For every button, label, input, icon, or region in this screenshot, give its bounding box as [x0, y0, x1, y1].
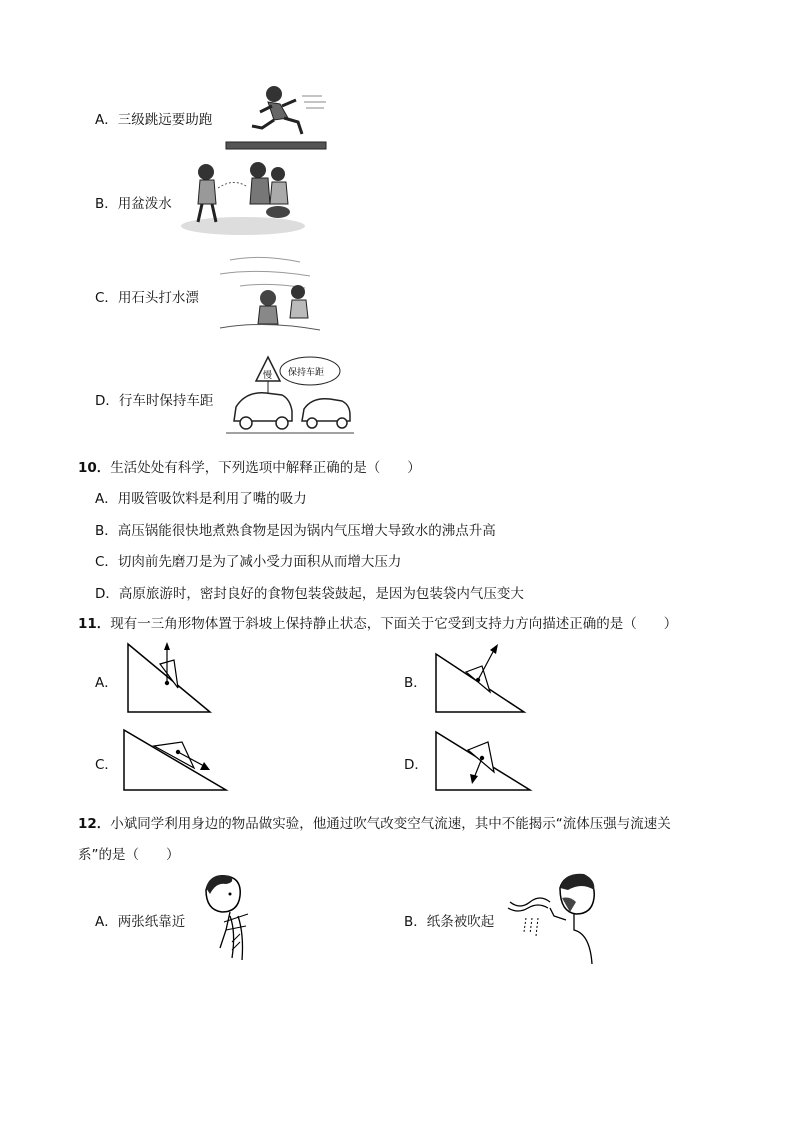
question-text: 生活处处有科学，下列选项中解释正确的是（ ） — [110, 460, 421, 476]
q11-option-a-label: A． — [95, 675, 118, 691]
q11-stem — [78, 612, 677, 632]
long-jump-illustration — [222, 82, 332, 157]
question-text: 现有一三角形物体置于斜坡上保持静止状态，下面关于它受到支持力方向描述正确的是（ ） — [110, 616, 678, 632]
option-letter: D． — [95, 393, 119, 409]
q11-diagram-c — [122, 728, 232, 794]
stone-skipping-illustration — [210, 250, 325, 335]
option-letter: A． — [95, 914, 118, 930]
option-text: 两张纸靠近 — [117, 914, 186, 930]
option-text: 用石头打水漂 — [117, 290, 199, 306]
blowing-two-papers-illustration — [196, 872, 266, 964]
q9-option-a — [95, 108, 212, 128]
q11-diagram-d — [434, 728, 534, 794]
q11-diagram-a — [126, 642, 216, 714]
option-text: 三级跳远要助跑 — [117, 112, 213, 128]
q12-stem-line2: 系”的是（ ） — [78, 847, 180, 863]
q12-stem-line1 — [78, 812, 671, 832]
q10-option-d: D．高原旅游时，密封良好的食物包装袋鼓起，是因为包装袋内气压变大 — [95, 586, 524, 602]
thought-bubble-text: 保持车距 — [288, 368, 325, 378]
option-letter: B． — [404, 914, 427, 930]
option-letter: C． — [95, 290, 118, 306]
q10-option-b: B．高压锅能很快地煮熟食物是因为锅内气压增大导致水的沸点升高 — [95, 523, 496, 539]
option-letter: B． — [95, 196, 118, 212]
question-text: 小斌同学利用身边的物品做实验，他通过吹气改变空气流速，其中不能揭示“流体压强与流速关 — [110, 816, 671, 832]
option-text: 纸条被吹起 — [426, 914, 495, 930]
question-number: 10． — [78, 460, 111, 476]
option-text: 行车时保持车距 — [118, 393, 214, 409]
q11-option-c-label: C． — [95, 757, 118, 773]
q10-option-c: C．切肉前先磨刀是为了减小受力面积从而增大压力 — [95, 554, 402, 570]
q11-option-b-label: B． — [404, 675, 427, 691]
q12-option-a — [95, 910, 185, 930]
warning-sign-text: 慢 — [263, 371, 273, 381]
car-distance-illustration — [226, 355, 356, 440]
q10-stem — [78, 456, 421, 476]
q11-option-d-label: D． — [404, 757, 428, 773]
water-splash-illustration — [178, 158, 308, 238]
q10-option-a: A．用吸管吸饮料是利用了嘴的吸力 — [95, 491, 307, 507]
q11-diagram-b — [434, 642, 529, 714]
option-letter: A． — [95, 112, 118, 128]
q9-option-c — [95, 286, 199, 306]
q12-option-b — [404, 910, 494, 930]
option-text: 用盆泼水 — [117, 196, 172, 212]
question-number: 11． — [78, 616, 111, 632]
blowing-paper-strip-illustration — [504, 872, 604, 966]
question-number: 12． — [78, 816, 111, 832]
q9-option-b — [95, 192, 172, 212]
q9-option-d — [95, 389, 213, 409]
